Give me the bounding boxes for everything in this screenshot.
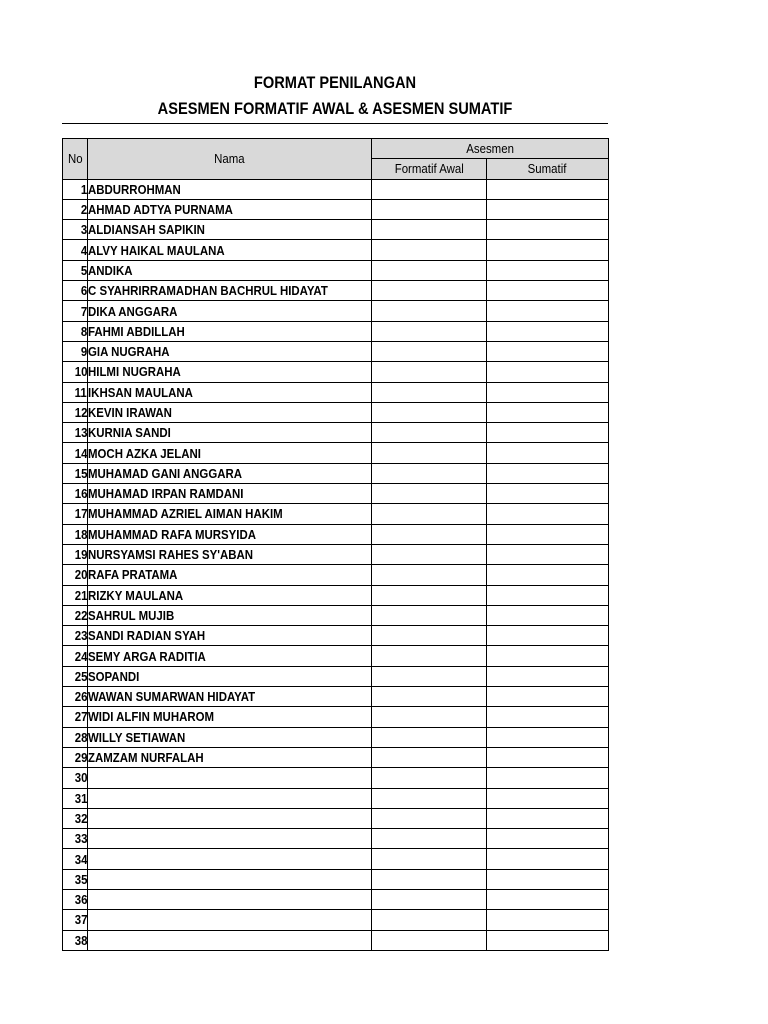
row-number: 30 bbox=[74, 770, 87, 786]
table-body bbox=[63, 179, 609, 950]
formatif-awal-cell[interactable] bbox=[372, 910, 487, 930]
row-number-cell bbox=[63, 240, 88, 260]
formatif-awal-cell[interactable] bbox=[372, 321, 487, 341]
student-name-cell[interactable] bbox=[88, 260, 372, 280]
row-number: 24 bbox=[74, 648, 87, 664]
table-row bbox=[63, 829, 609, 849]
student-name-cell[interactable] bbox=[88, 707, 372, 727]
row-number-cell bbox=[63, 341, 88, 361]
formatif-awal-cell[interactable] bbox=[372, 220, 487, 240]
formatif-awal-cell[interactable] bbox=[372, 869, 487, 889]
row-number-cell bbox=[63, 788, 88, 808]
sumatif-cell[interactable] bbox=[487, 930, 609, 950]
sumatif-cell[interactable] bbox=[487, 504, 609, 524]
table-row bbox=[63, 443, 609, 463]
student-name-cell[interactable] bbox=[88, 605, 372, 625]
formatif-awal-cell[interactable] bbox=[372, 646, 487, 666]
row-number-cell bbox=[63, 524, 88, 544]
formatif-awal-cell[interactable] bbox=[372, 281, 487, 301]
student-name-cell[interactable] bbox=[88, 849, 372, 869]
row-number: 15 bbox=[74, 465, 87, 481]
row-number: 27 bbox=[74, 709, 87, 725]
formatif-awal-cell[interactable] bbox=[372, 829, 487, 849]
table-row bbox=[63, 646, 609, 666]
row-number: 18 bbox=[74, 526, 87, 542]
student-name-cell[interactable] bbox=[88, 341, 372, 361]
row-number-cell bbox=[63, 504, 88, 524]
sumatif-cell[interactable] bbox=[487, 240, 609, 260]
table-row bbox=[63, 321, 609, 341]
row-number-cell bbox=[63, 179, 88, 199]
student-name-cell[interactable] bbox=[88, 727, 372, 747]
student-name: FAHMI ABDILLAH bbox=[88, 323, 185, 339]
row-number-cell bbox=[63, 910, 88, 930]
student-name-cell[interactable] bbox=[88, 585, 372, 605]
student-name-cell[interactable] bbox=[88, 808, 372, 828]
row-number: 13 bbox=[74, 425, 87, 441]
sumatif-cell[interactable] bbox=[487, 808, 609, 828]
row-number-cell bbox=[63, 605, 88, 625]
table-row bbox=[63, 199, 609, 219]
row-number: 16 bbox=[74, 486, 87, 502]
row-number-cell bbox=[63, 585, 88, 605]
row-number: 31 bbox=[74, 790, 87, 806]
table-row bbox=[63, 768, 609, 788]
page-header bbox=[62, 70, 608, 122]
formatif-awal-cell[interactable] bbox=[372, 382, 487, 402]
table-row bbox=[63, 565, 609, 585]
row-number-cell bbox=[63, 484, 88, 504]
table-row bbox=[63, 544, 609, 564]
sumatif-cell[interactable] bbox=[487, 463, 609, 483]
sumatif-cell[interactable] bbox=[487, 585, 609, 605]
formatif-awal-cell[interactable] bbox=[372, 301, 487, 321]
student-name: KEVIN IRAWAN bbox=[88, 405, 172, 420]
student-name-cell[interactable] bbox=[88, 829, 372, 849]
table-row bbox=[63, 585, 609, 605]
row-number: 29 bbox=[74, 750, 87, 766]
table-row bbox=[63, 727, 609, 747]
student-name-cell[interactable] bbox=[88, 788, 372, 808]
row-number: 26 bbox=[74, 689, 87, 705]
student-name: ANDIKA bbox=[88, 262, 133, 278]
formatif-awal-cell[interactable] bbox=[372, 341, 487, 361]
formatif-awal-cell[interactable] bbox=[372, 260, 487, 280]
sumatif-cell[interactable] bbox=[487, 768, 609, 788]
formatif-awal-cell[interactable] bbox=[372, 788, 487, 808]
sumatif-cell[interactable] bbox=[487, 747, 609, 767]
table-row bbox=[63, 849, 609, 869]
sumatif-cell[interactable] bbox=[487, 321, 609, 341]
student-name-cell[interactable] bbox=[88, 504, 372, 524]
table-row bbox=[63, 484, 609, 504]
row-number: 37 bbox=[74, 912, 87, 928]
row-number-cell bbox=[63, 382, 88, 402]
column-header-nama: Nama bbox=[88, 139, 372, 180]
row-number: 19 bbox=[74, 547, 87, 563]
table-row bbox=[63, 463, 609, 483]
row-number: 14 bbox=[74, 445, 87, 461]
student-name: MUHAMAD GANI ANGGARA bbox=[88, 465, 243, 481]
row-number-cell bbox=[63, 301, 88, 321]
sumatif-cell[interactable] bbox=[487, 524, 609, 544]
table-row bbox=[63, 889, 609, 909]
formatif-awal-cell[interactable] bbox=[372, 199, 487, 219]
student-name: MOCH AZKA JELANI bbox=[88, 445, 201, 461]
table-row bbox=[63, 707, 609, 727]
student-name-cell[interactable] bbox=[88, 869, 372, 889]
sumatif-cell[interactable] bbox=[487, 626, 609, 646]
formatif-awal-cell[interactable] bbox=[372, 605, 487, 625]
row-number-cell bbox=[63, 626, 88, 646]
row-number: 4 bbox=[80, 242, 87, 258]
formatif-awal-cell[interactable] bbox=[372, 362, 487, 382]
row-number-cell bbox=[63, 321, 88, 341]
formatif-awal-cell[interactable] bbox=[372, 808, 487, 828]
table-row bbox=[63, 930, 609, 950]
row-number-cell bbox=[63, 646, 88, 666]
student-name-cell[interactable] bbox=[88, 565, 372, 585]
student-name: NURSYAMSI RAHES SY'ABAN bbox=[88, 547, 254, 563]
sumatif-cell[interactable] bbox=[487, 727, 609, 747]
table-row bbox=[63, 747, 609, 767]
row-number-cell bbox=[63, 423, 88, 443]
row-number: 11 bbox=[74, 384, 87, 400]
student-name-cell[interactable] bbox=[88, 362, 372, 382]
table-row bbox=[63, 504, 609, 524]
row-number: 12 bbox=[74, 405, 87, 420]
row-number: 23 bbox=[74, 628, 87, 644]
student-name-cell[interactable] bbox=[88, 463, 372, 483]
student-name: SANDI RADIAN SYAH bbox=[88, 628, 206, 644]
sumatif-cell[interactable] bbox=[487, 869, 609, 889]
row-number: 1 bbox=[80, 181, 87, 197]
student-name: DIKA ANGGARA bbox=[88, 303, 178, 319]
student-name-cell[interactable] bbox=[88, 687, 372, 707]
formatif-awal-cell[interactable] bbox=[372, 747, 487, 767]
sumatif-cell[interactable] bbox=[487, 829, 609, 849]
row-number: 9 bbox=[80, 344, 87, 360]
table-row bbox=[63, 808, 609, 828]
row-number-cell bbox=[63, 443, 88, 463]
student-name: WILLY SETIAWAN bbox=[88, 729, 186, 745]
student-name-cell[interactable] bbox=[88, 930, 372, 950]
row-number-cell bbox=[63, 829, 88, 849]
table-row bbox=[63, 301, 609, 321]
row-number-cell bbox=[63, 747, 88, 767]
sumatif-cell[interactable] bbox=[487, 889, 609, 909]
sumatif-cell[interactable] bbox=[487, 788, 609, 808]
formatif-awal-cell[interactable] bbox=[372, 504, 487, 524]
sumatif-cell[interactable] bbox=[487, 362, 609, 382]
student-name: SEMY ARGA RADITIA bbox=[88, 648, 206, 664]
formatif-awal-cell[interactable] bbox=[372, 179, 487, 199]
row-number-cell bbox=[63, 727, 88, 747]
row-number-cell bbox=[63, 463, 88, 483]
row-number: 25 bbox=[74, 668, 87, 684]
table-row bbox=[63, 423, 609, 443]
page-subtitle bbox=[100, 96, 570, 122]
table-header bbox=[63, 139, 609, 180]
sumatif-cell[interactable] bbox=[487, 260, 609, 280]
row-number: 36 bbox=[74, 892, 87, 908]
row-number-cell bbox=[63, 707, 88, 727]
formatif-awal-cell[interactable] bbox=[372, 565, 487, 585]
student-name-cell[interactable] bbox=[88, 646, 372, 666]
row-number: 2 bbox=[80, 202, 87, 218]
sumatif-cell[interactable] bbox=[487, 423, 609, 443]
row-number-cell bbox=[63, 869, 88, 889]
student-name-cell[interactable] bbox=[88, 747, 372, 767]
table-row bbox=[63, 382, 609, 402]
student-name: HILMI NUGRAHA bbox=[88, 364, 181, 380]
row-number: 8 bbox=[80, 323, 87, 339]
student-name-cell[interactable] bbox=[88, 402, 372, 422]
sumatif-cell[interactable] bbox=[487, 565, 609, 585]
student-name-cell[interactable] bbox=[88, 524, 372, 544]
table-row bbox=[63, 281, 609, 301]
formatif-awal-cell[interactable] bbox=[372, 402, 487, 422]
row-number: 21 bbox=[74, 587, 87, 603]
formatif-awal-cell[interactable] bbox=[372, 849, 487, 869]
row-number: 33 bbox=[74, 831, 87, 847]
header-row-1 bbox=[63, 139, 609, 159]
student-name: C SYAHRIRRAMADHAN BACHRUL HIDAYAT bbox=[88, 283, 328, 299]
formatif-awal-cell[interactable] bbox=[372, 585, 487, 605]
row-number-cell bbox=[63, 402, 88, 422]
row-number: 6 bbox=[80, 283, 87, 299]
student-name-cell[interactable] bbox=[88, 199, 372, 219]
sumatif-cell[interactable] bbox=[487, 443, 609, 463]
row-number-cell bbox=[63, 544, 88, 564]
sumatif-cell[interactable] bbox=[487, 910, 609, 930]
page-title bbox=[100, 70, 570, 96]
student-name: GIA NUGRAHA bbox=[88, 344, 170, 360]
row-number-cell bbox=[63, 362, 88, 382]
table-row bbox=[63, 869, 609, 889]
row-number: 35 bbox=[74, 871, 87, 887]
table-row bbox=[63, 240, 609, 260]
student-name-cell[interactable] bbox=[88, 423, 372, 443]
student-name: ALDIANSAH SAPIKIN bbox=[88, 222, 205, 238]
student-name: RIZKY MAULANA bbox=[88, 587, 184, 603]
row-number-cell bbox=[63, 768, 88, 788]
student-name-cell[interactable] bbox=[88, 301, 372, 321]
sumatif-cell[interactable] bbox=[487, 382, 609, 402]
student-name-cell[interactable] bbox=[88, 321, 372, 341]
row-number-cell bbox=[63, 199, 88, 219]
row-number: 5 bbox=[80, 262, 87, 278]
column-header-asesmen: Asesmen bbox=[372, 139, 609, 159]
sumatif-cell[interactable] bbox=[487, 341, 609, 361]
student-name-cell[interactable] bbox=[88, 889, 372, 909]
header-divider bbox=[62, 123, 608, 124]
title-line-1: FORMAT PENILANGAN bbox=[253, 73, 417, 92]
row-number: 10 bbox=[74, 364, 87, 380]
formatif-awal-cell[interactable] bbox=[372, 768, 487, 788]
student-name-cell[interactable] bbox=[88, 382, 372, 402]
formatif-awal-cell[interactable] bbox=[372, 544, 487, 564]
title-line-2: ASESMEN FORMATIF AWAL & ASESMEN SUMATIF bbox=[157, 99, 513, 118]
student-name: IKHSAN MAULANA bbox=[88, 384, 193, 400]
student-name: MUHAMMAD RAFA MURSYIDA bbox=[88, 526, 256, 542]
formatif-awal-cell[interactable] bbox=[372, 524, 487, 544]
formatif-awal-cell[interactable] bbox=[372, 889, 487, 909]
student-name-cell[interactable] bbox=[88, 484, 372, 504]
row-number-cell bbox=[63, 930, 88, 950]
formatif-awal-cell[interactable] bbox=[372, 707, 487, 727]
sumatif-cell[interactable] bbox=[487, 484, 609, 504]
formatif-awal-cell[interactable] bbox=[372, 930, 487, 950]
row-number: 20 bbox=[74, 567, 87, 583]
sumatif-cell[interactable] bbox=[487, 281, 609, 301]
table-row bbox=[63, 220, 609, 240]
formatif-awal-cell[interactable] bbox=[372, 484, 487, 504]
student-name-cell[interactable] bbox=[88, 220, 372, 240]
sumatif-cell[interactable] bbox=[487, 605, 609, 625]
formatif-awal-cell[interactable] bbox=[372, 240, 487, 260]
sumatif-cell[interactable] bbox=[487, 179, 609, 199]
row-number: 3 bbox=[80, 222, 87, 238]
sumatif-cell[interactable] bbox=[487, 849, 609, 869]
student-name-cell[interactable] bbox=[88, 768, 372, 788]
table-row bbox=[63, 626, 609, 646]
table-row bbox=[63, 524, 609, 544]
row-number-cell bbox=[63, 565, 88, 585]
sumatif-cell[interactable] bbox=[487, 301, 609, 321]
sumatif-cell[interactable] bbox=[487, 220, 609, 240]
student-name-cell[interactable] bbox=[88, 666, 372, 686]
student-name-cell[interactable] bbox=[88, 240, 372, 260]
table-row bbox=[63, 788, 609, 808]
student-name-cell[interactable] bbox=[88, 443, 372, 463]
student-name: SAHRUL MUJIB bbox=[88, 607, 175, 623]
row-number-cell bbox=[63, 849, 88, 869]
column-header-sumatif: Sumatif bbox=[487, 159, 609, 179]
row-number: 34 bbox=[74, 851, 87, 867]
sumatif-cell[interactable] bbox=[487, 646, 609, 666]
student-name: RAFA PRATAMA bbox=[88, 567, 178, 583]
student-name: MUHAMAD IRPAN RAMDANI bbox=[88, 486, 244, 502]
formatif-awal-cell[interactable] bbox=[372, 626, 487, 646]
row-number: 38 bbox=[74, 932, 87, 948]
sumatif-cell[interactable] bbox=[487, 199, 609, 219]
table-row bbox=[63, 179, 609, 199]
assessment-table bbox=[62, 138, 609, 951]
student-name: MUHAMMAD AZRIEL AIMAN HAKIM bbox=[88, 506, 283, 522]
student-name: ABDURROHMAN bbox=[88, 181, 181, 197]
row-number: 17 bbox=[74, 506, 87, 522]
row-number-cell bbox=[63, 808, 88, 828]
table-row bbox=[63, 687, 609, 707]
table-row bbox=[63, 605, 609, 625]
student-name: ALVY HAIKAL MAULANA bbox=[88, 242, 225, 258]
formatif-awal-cell[interactable] bbox=[372, 423, 487, 443]
table-row bbox=[63, 402, 609, 422]
student-name-cell[interactable] bbox=[88, 910, 372, 930]
student-name-cell[interactable] bbox=[88, 179, 372, 199]
row-number: 22 bbox=[74, 607, 87, 623]
row-number: 7 bbox=[80, 303, 87, 319]
table-row bbox=[63, 341, 609, 361]
row-number: 28 bbox=[74, 729, 87, 745]
student-name-cell[interactable] bbox=[88, 281, 372, 301]
column-header-no: No bbox=[63, 139, 88, 180]
sumatif-cell[interactable] bbox=[487, 707, 609, 727]
student-name: WIDI ALFIN MUHAROM bbox=[88, 709, 215, 725]
student-name: AHMAD ADTYA PURNAMA bbox=[88, 202, 233, 218]
sumatif-cell[interactable] bbox=[487, 687, 609, 707]
row-number-cell bbox=[63, 220, 88, 240]
student-name: WAWAN SUMARWAN HIDAYAT bbox=[88, 689, 256, 705]
table-row bbox=[63, 362, 609, 382]
row-number-cell bbox=[63, 260, 88, 280]
row-number: 32 bbox=[74, 810, 87, 826]
student-name: ZAMZAM NURFALAH bbox=[88, 750, 204, 766]
sumatif-cell[interactable] bbox=[487, 402, 609, 422]
formatif-awal-cell[interactable] bbox=[372, 463, 487, 483]
student-name-cell[interactable] bbox=[88, 544, 372, 564]
student-name-cell[interactable] bbox=[88, 626, 372, 646]
student-name: KURNIA SANDI bbox=[88, 425, 171, 441]
row-number-cell bbox=[63, 666, 88, 686]
sumatif-cell[interactable] bbox=[487, 544, 609, 564]
formatif-awal-cell[interactable] bbox=[372, 666, 487, 686]
column-header-formatif-awal: Formatif Awal bbox=[372, 159, 487, 179]
table-row bbox=[63, 666, 609, 686]
table-row bbox=[63, 260, 609, 280]
formatif-awal-cell[interactable] bbox=[372, 443, 487, 463]
student-name: SOPANDI bbox=[88, 668, 140, 684]
row-number-cell bbox=[63, 687, 88, 707]
formatif-awal-cell[interactable] bbox=[372, 687, 487, 707]
row-number-cell bbox=[63, 281, 88, 301]
table-row bbox=[63, 910, 609, 930]
row-number-cell bbox=[63, 889, 88, 909]
sumatif-cell[interactable] bbox=[487, 666, 609, 686]
formatif-awal-cell[interactable] bbox=[372, 727, 487, 747]
